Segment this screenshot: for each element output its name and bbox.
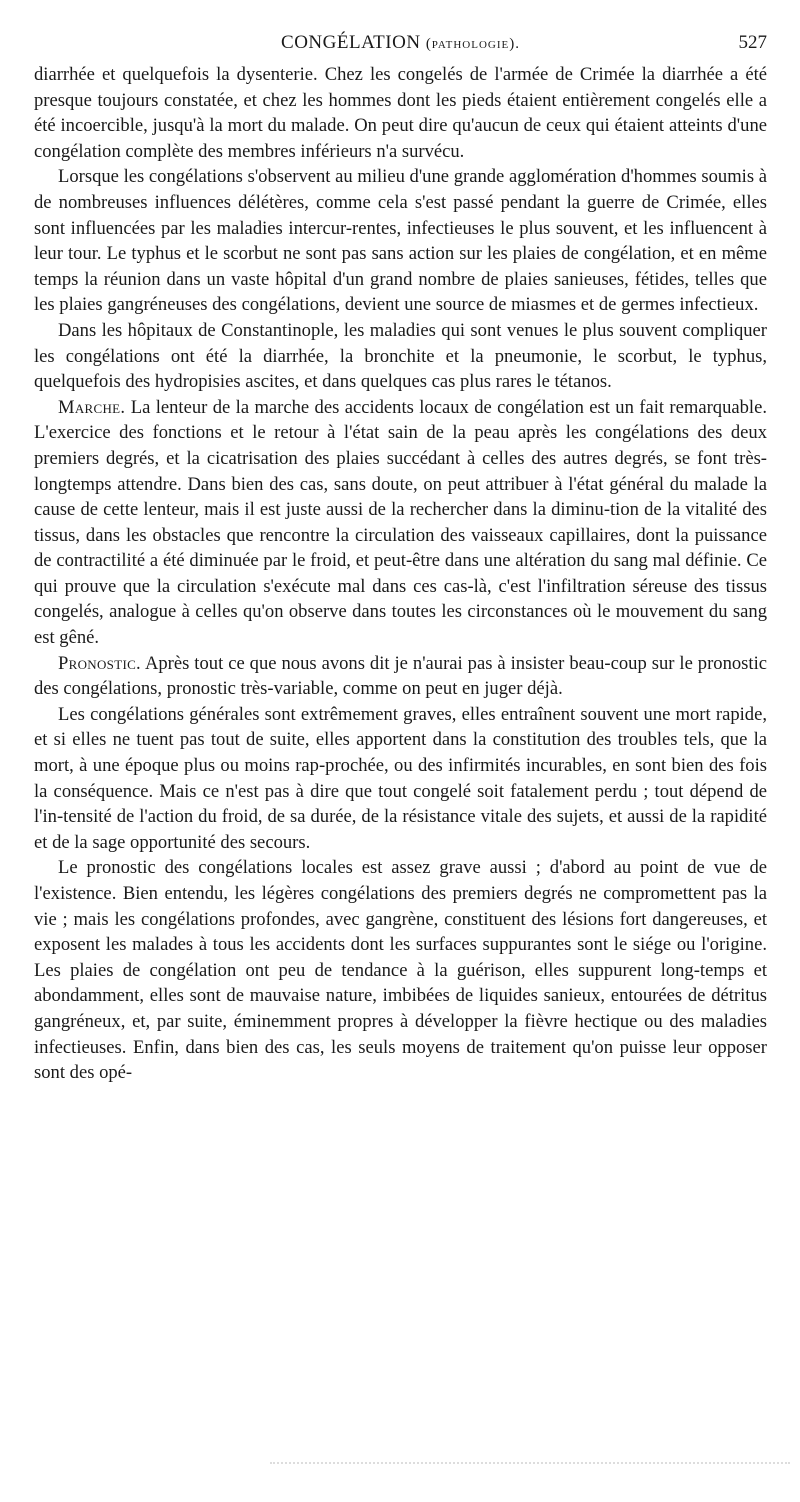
paragraph-6-text: Les congélations générales sont extrêmement graves, elles entraînent souvent une mort rapide, et si elles ne tuent pas tout de suite, elles apportent dans la constitution des troubles tels, que la mort, à une époque plus ou moins rap-prochée, ou des infirmités incurables, en sont bien des fois la conséquence. Mais ce n'est pas à dire que tout congelé soit fatalement perdu ; tout dépend de l'in-tensité de l'action du froid, de sa durée, de la résistance vitale des sujets, et aussi de la rapidité et de la sage opportunité des secours. xyxy=(34,703,767,853)
paragraph-2 xyxy=(34,164,767,318)
section-heading-pronostic: Pronostic. xyxy=(58,652,141,674)
paragraph-2-text: Lorsque les congélations s'observent au milieu d'une grande agglomération d'hommes soumis à de nombreuses influences délétères, comme cela s'est passé pendant la guerre de Crimée, elles sont influencées par les maladies intercur-rentes, infectieuses le plus souvent, et les influencent à leur tour. Le typhus et le scorbut ne sont pas sans action sur les plaies de congélation, et en même temps la réunion dans un vaste hôpital d'un grand nombre de plaies sanieuses, fétides, telles que les plaies gangréneuses des congélations, devient une source de miasmes et de germes infectieux. xyxy=(34,166,767,316)
paragraph-6 xyxy=(34,702,767,856)
paragraph-7-text: Le pronostic des congélations locales est assez grave aussi ; d'abord au point de vue de l'existence. Bien entendu, les légères congélations des premiers degrés ne compromettent pas la vie ; mais les congélations profondes, avec gangrène, constituent des lésions fort dangereuses, et exposent les malades à tous les accidents dont les surfaces suppurantes sont le siége ou l'origine. Les plaies de congélation ont peu de tendance à la guérison, elles suppurent long-temps et abondamment, elles sont de mauvaise nature, imbibées de liquides sanieux, entourées de détritus gangréneux, et, par suite, éminemment propres à développer la fièvre hectique ou des maladies infectieuses. Enfin, dans bien des cas, les seuls moyens de traitement qu'on puisse leur opposer sont des opé- xyxy=(34,857,767,1084)
book-page xyxy=(34,30,767,1086)
header-subtitle: (pathologie). xyxy=(425,36,520,52)
section-heading-marche: Marche. xyxy=(58,396,126,418)
paragraph-1-text: diarrhée et quelquefois la dysenterie. Chez les congelés de l'armée de Crimée la diarrhée a été presque toujours constatée, et chez les hommes dont les pieds étaient entièrement congelés elle a été incoercible, jusqu'à la mort du malade. On peut dire qu'aucun de ceux qui étaient atteints d'une congélation complète des membres inférieurs n'a survécu. xyxy=(34,64,767,162)
body-text xyxy=(34,62,767,1086)
paragraph-1 xyxy=(34,62,767,164)
running-head xyxy=(34,30,767,62)
running-title xyxy=(34,32,767,54)
paragraph-pronostic xyxy=(34,651,767,702)
paragraph-7 xyxy=(34,855,767,1085)
paragraph-marche-text: La lenteur de la marche des accidents locaux de congélation est un fait remarquable. L'exercice des fonctions et le retour à l'état sain de la peau après les congélations des deux premiers degrés, et la cicatrisation des plaies succédant à celles des autres degrés, se font très-longtemps attendre. Dans bien des cas, sans doute, on peut attribuer à l'état général du malade la cause de cette lenteur, mais il est juste aussi de la rechercher dans la diminu-tion de la vitalité des tissus, dans les obstacles que rencontre la circulation des vaisseaux capillaires, dont la puissance de contractilité a été diminuée par le froid, et peut-être dans une altération du sang mal définie. Ce qui prouve que la circulation s'exécute mal dans ces cas-là, c'est l'infiltration séreuse des tissus congelés, analogue à celles qu'on observe dans toutes les circonstances où le mouvement du sang est gêné. xyxy=(34,396,767,649)
paragraph-marche xyxy=(34,395,767,651)
paragraph-pronostic-text: Après tout ce que nous avons dit je n'aurai pas à insister beau-coup sur le pronostic des congélations, pronostic très-variable, comme on peut en juger déjà. xyxy=(34,652,767,700)
paragraph-3-text: Dans les hôpitaux de Constantinople, les maladies qui sont venues le plus souvent compliquer les congélations ont été la diarrhée, la bronchite et la pneumonie, le scorbut, le typhus, quelquefois des hydropisies ascites, et dans quelques cas plus rares le tétanos. xyxy=(34,319,767,393)
page-number: 527 xyxy=(738,32,767,53)
paragraph-3 xyxy=(34,318,767,395)
header-title: CONGÉLATION xyxy=(281,32,421,53)
bleed-through-marks xyxy=(270,1462,790,1468)
